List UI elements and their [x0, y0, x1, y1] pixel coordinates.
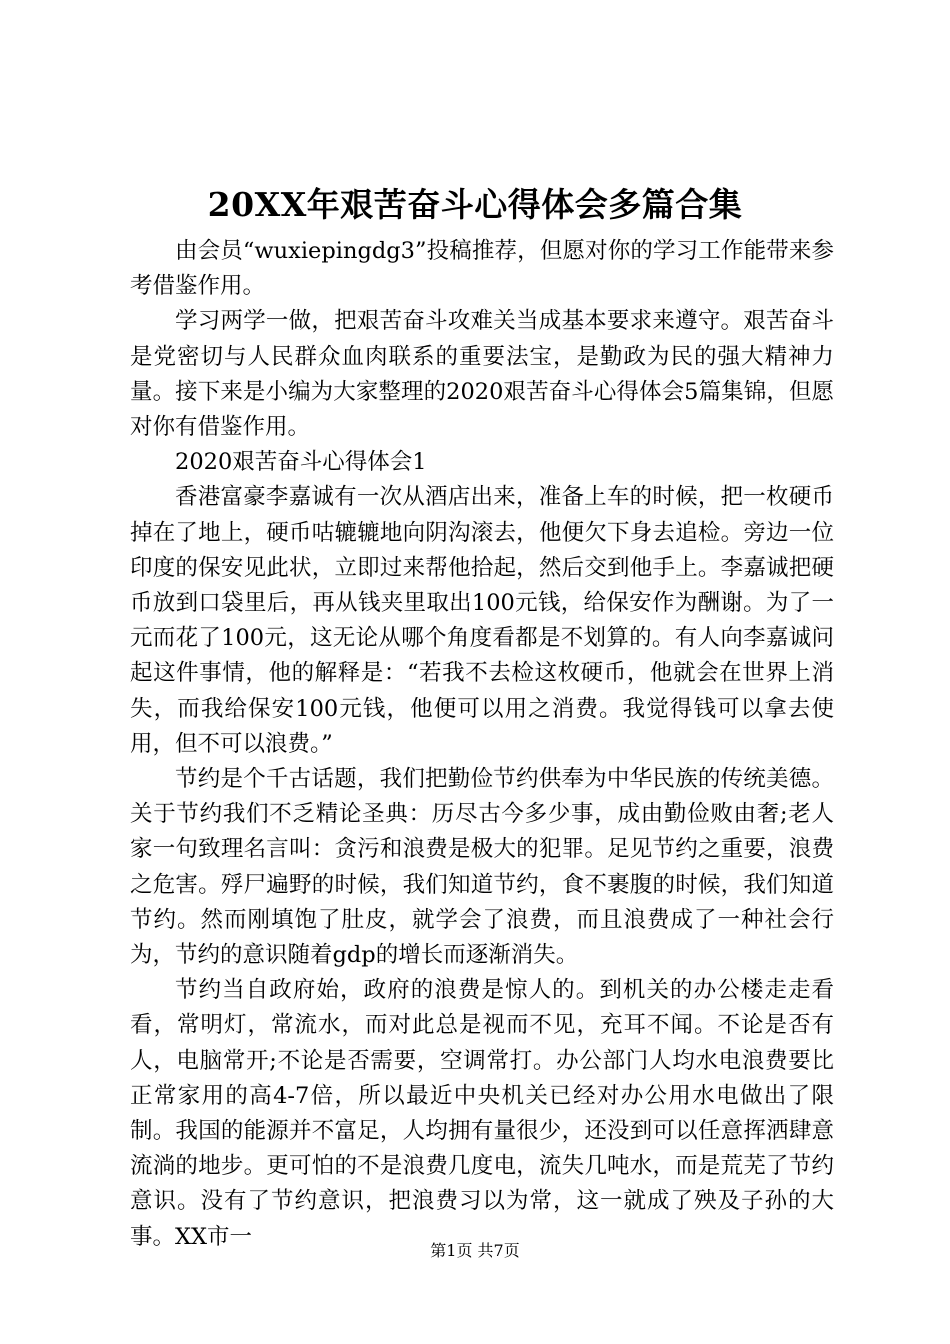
document-body [130, 234, 834, 1255]
page-footer: 第1页 共7页 [430, 1241, 520, 1260]
body-paragraph: 香港富豪李嘉诚有一次从酒店出来，准备上车的时候，把一枚硬币掉在了地上，硬币咕辘辘地向阴沟滚去，他便欠下身去追检。旁边一位印度的保安见此状，立即过来帮他拾起，然后交到他手上。李嘉诚把硬币放到口袋里后，再从钱夹里取出100元钱，给保安作为酬谢。为了一元而花了100元，这无论从哪个角度看都是不划算的。有人向李嘉诚问起这件事情，他的解释是：“若我不去检这枚硬币，他就会在世界上消失，而我给保安100元钱，他便可以用之消费。我觉得钱可以拿去使用，但不可以浪费。” [130, 484, 834, 757]
section-heading: 2020艰苦奋斗心得体会1 [175, 449, 427, 476]
document-title: 20XX年艰苦奋斗心得体会多篇合集 [207, 185, 743, 224]
summary-paragraph: 学习两学一做，把艰苦奋斗攻难关当成基本要求来遵守。艰苦奋斗是党密切与人民群众血肉联系的重要法宝，是勤政为民的强大精神力量。接下来是小编为大家整理的2020艰苦奋斗心得体会5篇集锦，但愿对你有借鉴作用。 [130, 308, 834, 441]
body-paragraph: 节约当自政府始，政府的浪费是惊人的。到机关的办公楼走走看看，常明灯，常流水，而对此总是视而不见，充耳不闻。不论是否有人，电脑常开;不论是否需要，空调常打。办公部门人均水电浪费要比正常家用的高4-7倍，所以最近中央机关已经对办公用水电做出了限制。我国的能源并不富足，人均拥有量很少，还没到可以任意挥洒肆意流淌的地步。更可怕的不是浪费几度电，流失几吨水，而是荒芜了节约意识。没有了节约意识，把浪费习以为常，这一就成了殃及子孙的大事。XX市一 [130, 977, 834, 1250]
intro-paragraph: 由会员“wuxiepingdg3”投稿推荐，但愿对你的学习工作能带来参考借鉴作用。 [130, 238, 834, 300]
body-paragraph: 节约是个千古话题，我们把勤俭节约供奉为中华民族的传统美德。关于节约我们不乏精论圣典：历尽古今多少事，成由勤俭败由奢;老人家一句致理名言叫：贪污和浪费是极大的犯罪。足见节约之重要，浪费之危害。殍尸遍野的时候，我们知道节约，食不裹腹的时候，我们知道节约。然而刚填饱了肚皮，就学会了浪费，而且浪费成了一种社会行为，节约的意识随着gdp的增长而逐渐消失。 [130, 766, 834, 969]
